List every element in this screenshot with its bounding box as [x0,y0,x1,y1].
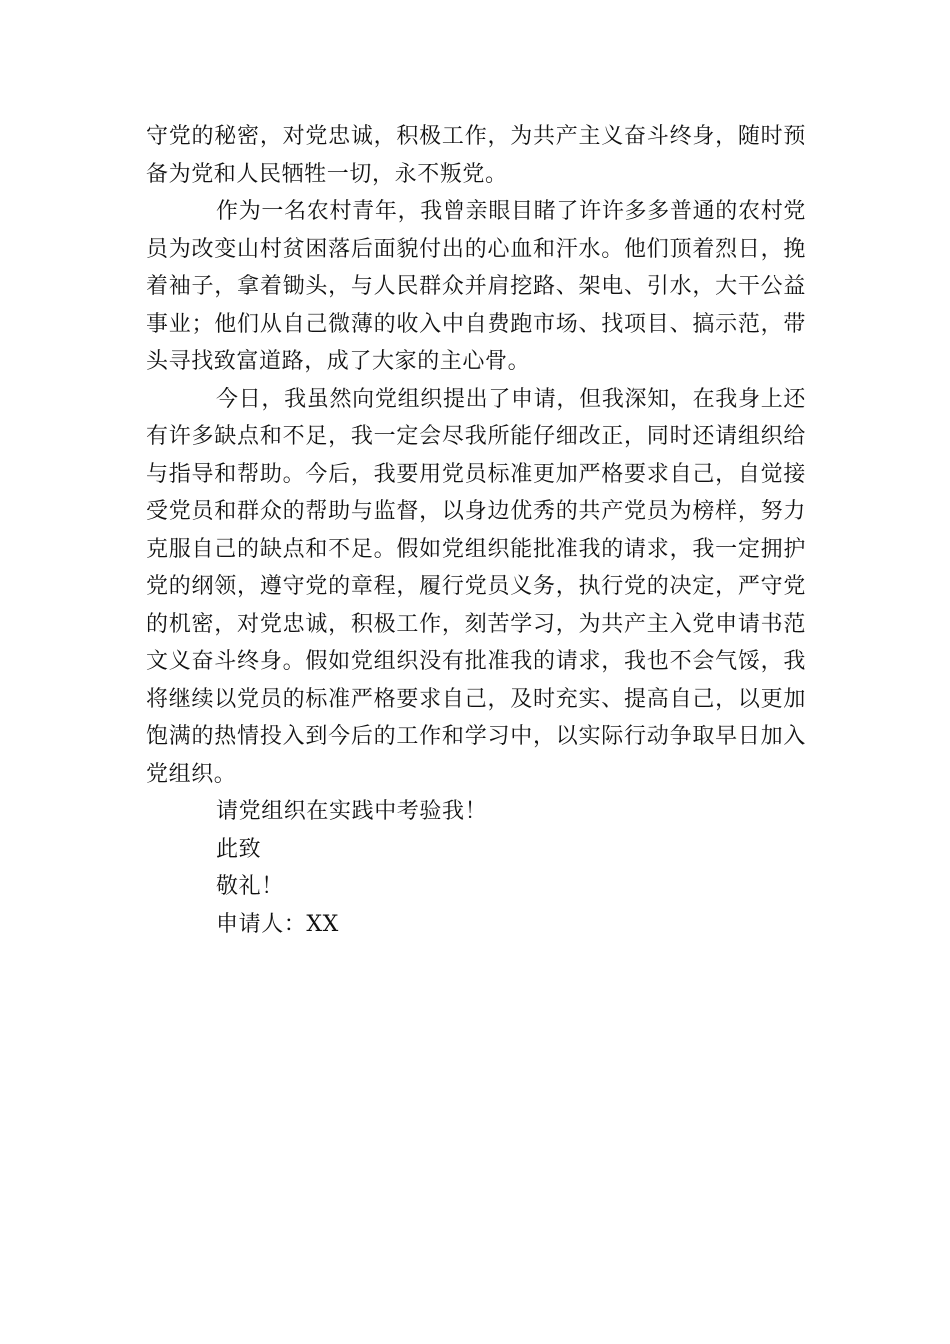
salutation-line-1: 此致 [216,836,262,862]
paragraph-2: 作为一名农村青年，我曾亲眼目睹了许许多多普通的农村党员为改变山村贫困落后面貌付出的心血和汗水。他们顶着烈日，挽着袖子，拿着锄头，与人民群众并肩挖路、架电、引水，大干公益事业；他们从自己微薄的收入中自费跑市场、找项目、搞示范，带头寻找致富道路，成了大家的主心骨。 [146,199,806,374]
paragraph-3: 今日，我虽然向党组织提出了申请，但我深知，在我身上还有许多缺点和不足，我一定会尽我所能仔细改正，同时还请组织给与指导和帮助。今后，我要用党员标准更加严格要求自己，自觉接受党员和群众的帮助与监督，以身边优秀的共产党员为榜样，努力克服自己的缺点和不足。假如党组织能批准我的请求，我一定拥护党的纲领，遵守党的章程，履行党员义务，执行党的决定，严守党的机密，对党忠诚，积极工作，刻苦学习，为共产主入党申请书范文义奋斗终身。假如党组织没有批准我的请求，我也不会气馁，我将继续以党员的标准严格要求自己，及时充实、提高自己，以更加饱满的热情投入到今后的工作和学习中，以实际行动争取早日加入党组织。 [146,386,806,787]
paragraph-1: 守党的秘密，对党忠诚，积极工作，为共产主义奋斗终身，随时预备为党和人民牺牲一切，永不叛党。 [146,124,806,187]
closing-request: 请党组织在实践中考验我！ [216,799,488,824]
signature-line: 申请人：XX [216,911,339,937]
document-body [146,118,806,943]
salutation-line-2: 敬礼！ [216,874,284,899]
